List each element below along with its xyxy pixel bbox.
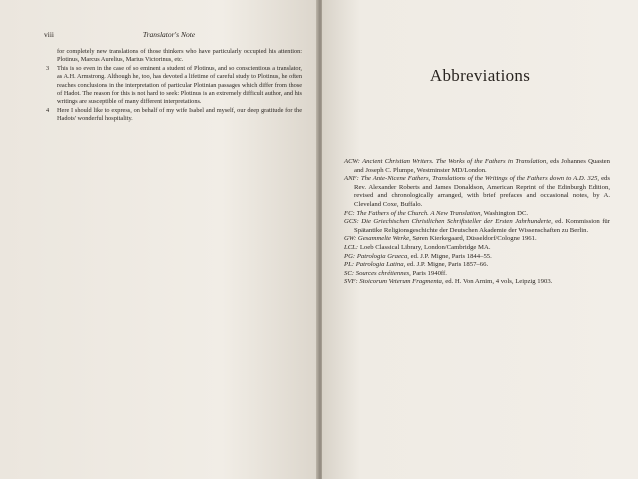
abbreviation-key: SVF: [344, 278, 356, 286]
abbreviation-details: Søren Kierkegaard, Düsseldorf/Cologne 1961.: [410, 235, 537, 243]
running-head-title: Translator's Note: [142, 30, 196, 39]
abbreviation-details: Paris 1940ff.: [410, 269, 447, 277]
abbreviation-entry: ACW: Ancient Christian Writers. The Works of the Fathers in Translation, eds Johannes Quasten and Joseph C. Plumpe, Westminster MD/London.: [344, 158, 610, 174]
left-page: [0, 0, 318, 479]
abbreviation-entry: SVF: Stoicorum Veterum Fragmenta, ed. H. Von Arnim, 4 vols, Leipzig 1903.: [344, 278, 553, 286]
note-item: [44, 65, 302, 107]
abbreviation-title: Gesammelte Werke,: [357, 235, 411, 243]
abbreviation-title: Patrologia Latina,: [355, 261, 406, 269]
abbreviation-key: LCL: [344, 243, 356, 251]
abbreviation-title: Stoicorum Veterum Fragmenta,: [359, 278, 444, 286]
abbreviation-details: eds Johannes Quasten and Joseph C. Plumpe, Westminster MD/London.: [354, 158, 610, 174]
note-item: [44, 107, 302, 124]
abbreviation-entry: PG: Patrologia Graeca, ed. J.P. Migne, Paris 1844–55.: [344, 252, 492, 260]
abbreviation-details: ed. J.P. Migne, Paris 1857–66.: [405, 261, 489, 269]
abbreviation-key: PL: [344, 261, 352, 269]
abbreviation-key: ANF: [344, 175, 357, 183]
abbreviation-details: eds Rev. Alexander Roberts and James Donaldson, American Reprint of the Edinburgh Edition, revised and chronologically arranged, with brief prefaces and occasional notes, by A. Cleveland Coxe, Buffalo.: [354, 175, 610, 208]
abbreviation-entry: PL: Patrologia Latina, ed. J.P. Migne, Paris 1857–66.: [344, 261, 489, 269]
abbreviations-list: [344, 158, 610, 287]
abbreviation-details: Loeb Classical Library, London/Cambridge MA.: [359, 243, 491, 251]
note-number: 3: [46, 64, 50, 72]
abbreviation-entry: GCS: Die Griechischen Christlichen Schriftsteller der Ersten Jahrhunderte, ed. Kommission für Spätantike Religionsgeschichte der Deutschen Akademie der Wissenschaften zu Berlin.: [344, 218, 610, 234]
abbreviation-entry: LCL: Loeb Classical Library, London/Cambridge MA.: [344, 243, 491, 251]
abbreviation-key: ACW: [344, 158, 358, 165]
abbreviation-entry: FC: The Fathers of the Church. A New Translation, Washington DC.: [344, 209, 529, 217]
note-item: [44, 48, 302, 65]
abbreviation-key: PG: [344, 252, 353, 260]
abbreviation-key: GW: [344, 235, 354, 243]
abbreviation-entry: SC: Sources chrétiennes, Paris 1940ff.: [344, 269, 447, 277]
abbreviation-key: GCS: [344, 218, 357, 226]
abbreviation-entry: ANF: The Ante-Nicene Fathers, Translations of the Writings of the Fathers down to A.D. 325, eds Rev. Alexander Roberts and James Donaldson, American Reprint of the Edinburgh Edition, revised and chronologically arranged, with brief prefaces and occasional notes, by A. Cleveland Coxe, Buffalo.: [344, 175, 610, 208]
abbreviation-details: ed. Kommission für Spätantike Religionsgeschichte der Deutschen Akademie der Wissenschaften zu Berlin.: [354, 218, 610, 234]
abbreviation-title: The Ante-Nicene Fathers, Translations of the Writings of the Fathers down to A.D. 325,: [360, 175, 600, 183]
note-number: 4: [46, 106, 50, 114]
abbreviation-details: ed. J.P. Migne, Paris 1844–55.: [408, 252, 492, 260]
note-text: This is so even in the case of so eminent a student of Plotinus, and so conscientious a translator, as A.H. Armstrong. Although he, too, has devoted a lifetime of careful study to Plotinus, he often reaches conclusions in the interpretation of particular Plotinian passages which differ from those of Hadot. The reason for this is not hard to seek: Plotinus is an extremely difficult author, and his writings are susceptible of many different interpretations.: [57, 64, 302, 106]
abbreviation-key: FC: [344, 209, 353, 217]
page-number: viii: [44, 30, 55, 39]
abbreviation-title: Patrologia Graeca,: [356, 252, 409, 260]
abbreviation-title: The Fathers of the Church. A New Translation,: [356, 209, 483, 217]
abbreviation-entry: GW: Gesammelte Werke, Søren Kierkegaard, Düsseldorf/Cologne 1961.: [344, 235, 537, 243]
notes-list: [44, 48, 302, 124]
note-text: for completely new translations of those thinkers who have particularly occupied his attention: Plotinus, Marcus Aurelius, Marius Victorinus, etc.: [57, 48, 302, 64]
note-text: Here I should like to express, on behalf of my wife Isabel and myself, our deep gratitude for the Hadots' wonderful hospitality.: [57, 106, 302, 123]
abbreviation-details: Washington DC.: [482, 209, 529, 217]
abbreviation-title: Ancient Christian Writers. The Works of the Fathers in Translation,: [362, 158, 548, 165]
abbreviation-key: SC: [344, 269, 352, 277]
abbreviation-title: Sources chrétiennes,: [355, 269, 411, 277]
abbreviation-title: Die Griechischen Christlichen Schriftsteller der Ersten Jahrhunderte,: [361, 218, 553, 226]
abbreviation-details: ed. H. Von Arnim, 4 vols, Leipzig 1903.: [443, 278, 553, 286]
page-title: Abbreviations: [429, 66, 531, 85]
